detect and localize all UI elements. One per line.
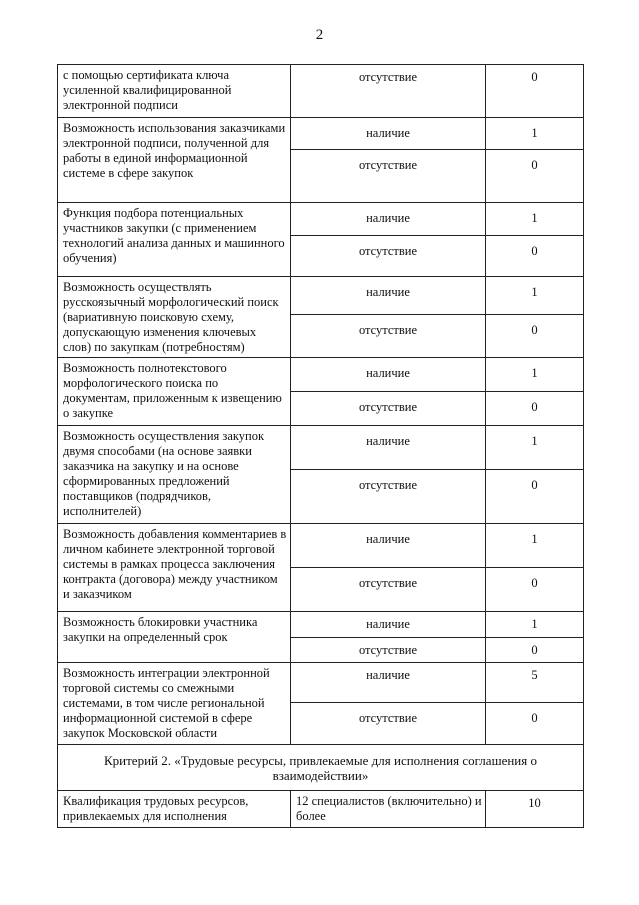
- criterion-description: Возможность осуществления закупок двумя способами (на основе заявки заказчика на закупку и на основе сформированных предложений поставщиков (подрядчиков, исполнителей): [58, 426, 291, 524]
- option-score: 1: [486, 203, 584, 236]
- criterion-description: Возможность использования заказчиками электронной подписи, полученной для работы в единой информационной системе в сфере закупок: [58, 118, 291, 203]
- option-label: отсутствие: [291, 470, 486, 524]
- option-label: наличие: [291, 426, 486, 470]
- option-score: 0: [486, 392, 584, 426]
- option-score: 1: [486, 612, 584, 638]
- option-label: отсутствие: [291, 568, 486, 612]
- criterion-description: с помощью сертификата ключа усиленной квалифицированной электронной подписи: [58, 65, 291, 118]
- option-label: отсутствие: [291, 392, 486, 426]
- option-score: 0: [486, 315, 584, 358]
- table-row: [58, 663, 584, 703]
- option-label: отсутствие: [291, 65, 486, 118]
- option-label: наличие: [291, 203, 486, 236]
- option-label: отсутствие: [291, 236, 486, 277]
- option-label: 12 специалистов (включительно) и более: [291, 791, 486, 828]
- option-score: 10: [486, 791, 584, 828]
- criterion-description: Возможность осуществлять русскоязычный морфологический поиск (вариативную поисковую схему, допускающую изменения ключевых слов) по закупкам (потребностям): [58, 277, 291, 358]
- option-label: наличие: [291, 277, 486, 315]
- table-row: [58, 612, 584, 638]
- option-score: 1: [486, 426, 584, 470]
- table-row: [58, 745, 584, 791]
- option-score: 1: [486, 358, 584, 392]
- option-label: отсутствие: [291, 703, 486, 745]
- criteria-table: [57, 64, 584, 828]
- criterion-description: Возможность интеграции электронной торговой системы со смежными системами, в том числе региональной информационной системой в сфере закупок Московской области: [58, 663, 291, 745]
- option-label: отсутствие: [291, 315, 486, 358]
- table-row: [58, 277, 584, 315]
- option-label: отсутствие: [291, 150, 486, 203]
- option-score: 5: [486, 663, 584, 703]
- table-row: [58, 524, 584, 568]
- option-score: 1: [486, 524, 584, 568]
- criterion-description: Возможность полнотекстового морфологического поиска по документам, приложенным к извещению о закупке: [58, 358, 291, 426]
- page-number: 2: [315, 27, 324, 43]
- table-row: [58, 65, 584, 118]
- option-score: 0: [486, 703, 584, 745]
- table-row: [58, 118, 584, 150]
- option-label: отсутствие: [291, 638, 486, 663]
- table-row: [58, 426, 584, 470]
- option-label: наличие: [291, 358, 486, 392]
- criterion-description: Квалификация трудовых ресурсов, привлекаемых для исполнения: [58, 791, 291, 828]
- option-score: 0: [486, 638, 584, 663]
- table-row: [58, 358, 584, 392]
- table-row: [58, 203, 584, 236]
- option-label: наличие: [291, 118, 486, 150]
- option-score: 1: [486, 118, 584, 150]
- criterion-description: Возможность блокировки участника закупки на определенный срок: [58, 612, 291, 663]
- criterion-description: Возможность добавления комментариев в личном кабинете электронной торговой системы в рамках процесса заключения контракта (договора) между участником и заказчиком: [58, 524, 291, 612]
- option-score: 0: [486, 470, 584, 524]
- option-label: наличие: [291, 612, 486, 638]
- criterion-heading: Критерий 2. «Трудовые ресурсы, привлекаемые для исполнения соглашения о взаимодействии»: [58, 745, 584, 791]
- option-score: 0: [486, 150, 584, 203]
- table-row: [58, 791, 584, 828]
- option-score: 1: [486, 277, 584, 315]
- option-score: 0: [486, 236, 584, 277]
- option-label: наличие: [291, 524, 486, 568]
- option-score: 0: [486, 568, 584, 612]
- option-score: 0: [486, 65, 584, 118]
- criterion-description: Функция подбора потенциальных участников закупки (с применением технологий анализа данных и машинного обучения): [58, 203, 291, 277]
- option-label: наличие: [291, 663, 486, 703]
